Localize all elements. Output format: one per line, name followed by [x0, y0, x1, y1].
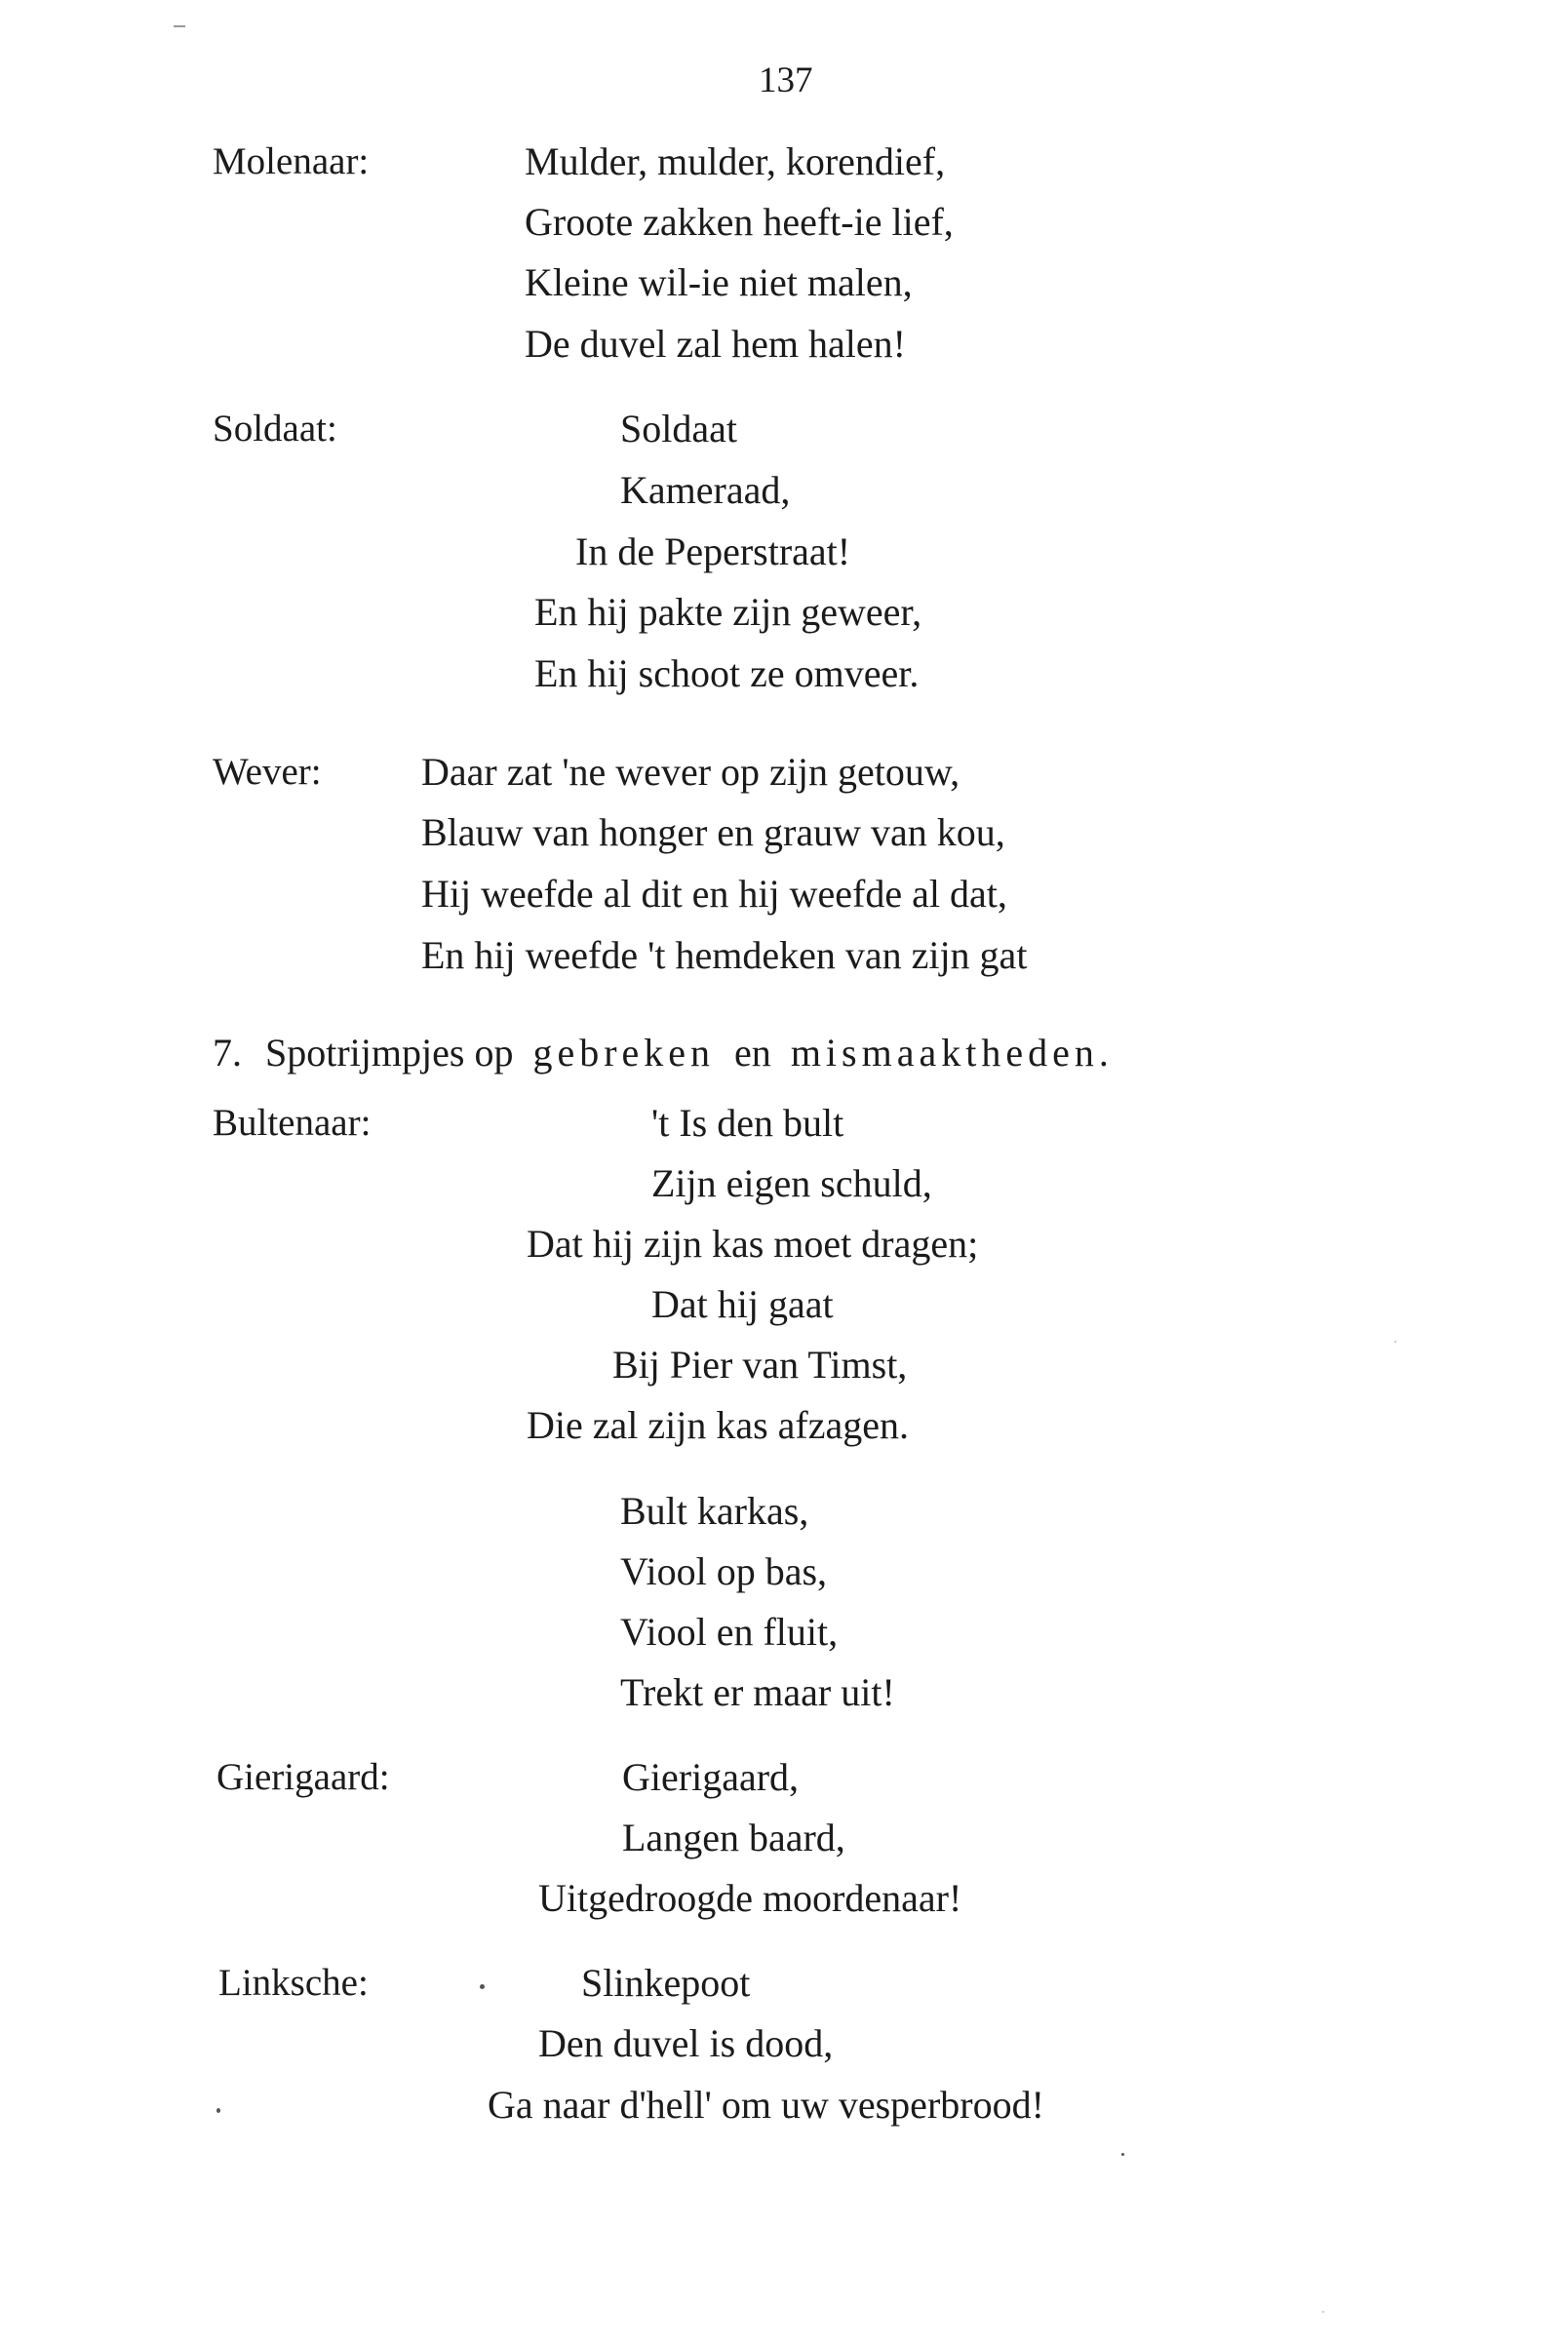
verse-line: Viool op bas,: [620, 1549, 828, 1593]
molenaar-label: Molenaar:: [213, 140, 370, 182]
verse-line: Bij Pier van Timst,: [612, 1343, 908, 1387]
wever-label: Wever:: [213, 751, 322, 793]
verse-line: Dat hij zijn kas moet dragen;: [527, 1222, 979, 1266]
verse-line: Zijn eigen schuld,: [651, 1161, 932, 1205]
verse-line: Soldaat: [620, 407, 737, 450]
verse-line: Bult karkas,: [620, 1489, 809, 1533]
verse-line: Blauw van honger en grauw van kou,: [421, 810, 1005, 854]
verse-line: En hij schoot ze omveer.: [534, 651, 920, 695]
verse-line: Langen baard,: [622, 1816, 845, 1859]
verse-line: De duvel zal hem halen!: [525, 322, 906, 366]
bultenaar-label: Bultenaar:: [213, 1102, 372, 1144]
stray-dot: [216, 2108, 220, 2113]
section-heading: [213, 1029, 1114, 1077]
verse-line: Kleine wil-ie niet malen,: [525, 260, 913, 304]
verse-line: Groote zakken heeft-ie lief,: [525, 200, 954, 244]
stray-dot: [1394, 1341, 1396, 1343]
verse-line: 't Is den bult: [651, 1101, 844, 1145]
verse-line: En hij weefde 't hemdeken van zijn gat: [421, 933, 1028, 977]
heading-text: Spotrijmpjes op: [265, 1031, 514, 1075]
heading-spaced-text: mismaaktheden.: [790, 1031, 1114, 1075]
verse-line: Viool en fluit,: [620, 1610, 839, 1654]
stray-dot: [1322, 2311, 1324, 2313]
verse-line: Mulder, mulder, korendief,: [525, 139, 946, 183]
stray-dot: [1121, 2153, 1124, 2156]
verse-line: Hij weefde al dit en hij weefde al dat,: [421, 872, 1007, 916]
soldaat-label: Soldaat:: [213, 408, 337, 450]
page-number: 137: [759, 60, 813, 100]
heading-spaced-text: gebreken: [532, 1031, 716, 1075]
section-number: 7.: [213, 1031, 242, 1075]
verse-line: Kameraad,: [620, 468, 791, 512]
verse-line: Gierigaard,: [622, 1755, 800, 1799]
stray-dot: [480, 1984, 485, 1989]
verse-line: Den duvel is dood,: [538, 2021, 834, 2065]
heading-text: en: [734, 1031, 771, 1075]
gierigaard-label: Gierigaard:: [216, 1756, 390, 1798]
verse-line: Trekt er maar uit!: [620, 1670, 895, 1714]
verse-line: Uitgedroogde moordenaar!: [538, 1876, 962, 1920]
verse-line: In de Peperstraat!: [575, 529, 851, 573]
verse-line: Dat hij gaat: [651, 1282, 834, 1326]
verse-line: En hij pakte zijn geweer,: [534, 590, 922, 634]
verse-line: Die zal zijn kas afzagen.: [527, 1403, 910, 1447]
verse-line: Slinkepoot: [581, 1961, 751, 2005]
verse-line: Ga naar d'hell' om uw vesperbrood!: [488, 2083, 1044, 2127]
scan-mark: [174, 25, 185, 27]
linksche-label: Linksche:: [218, 1962, 369, 2004]
verse-line: Daar zat 'ne wever op zijn getouw,: [421, 750, 960, 794]
